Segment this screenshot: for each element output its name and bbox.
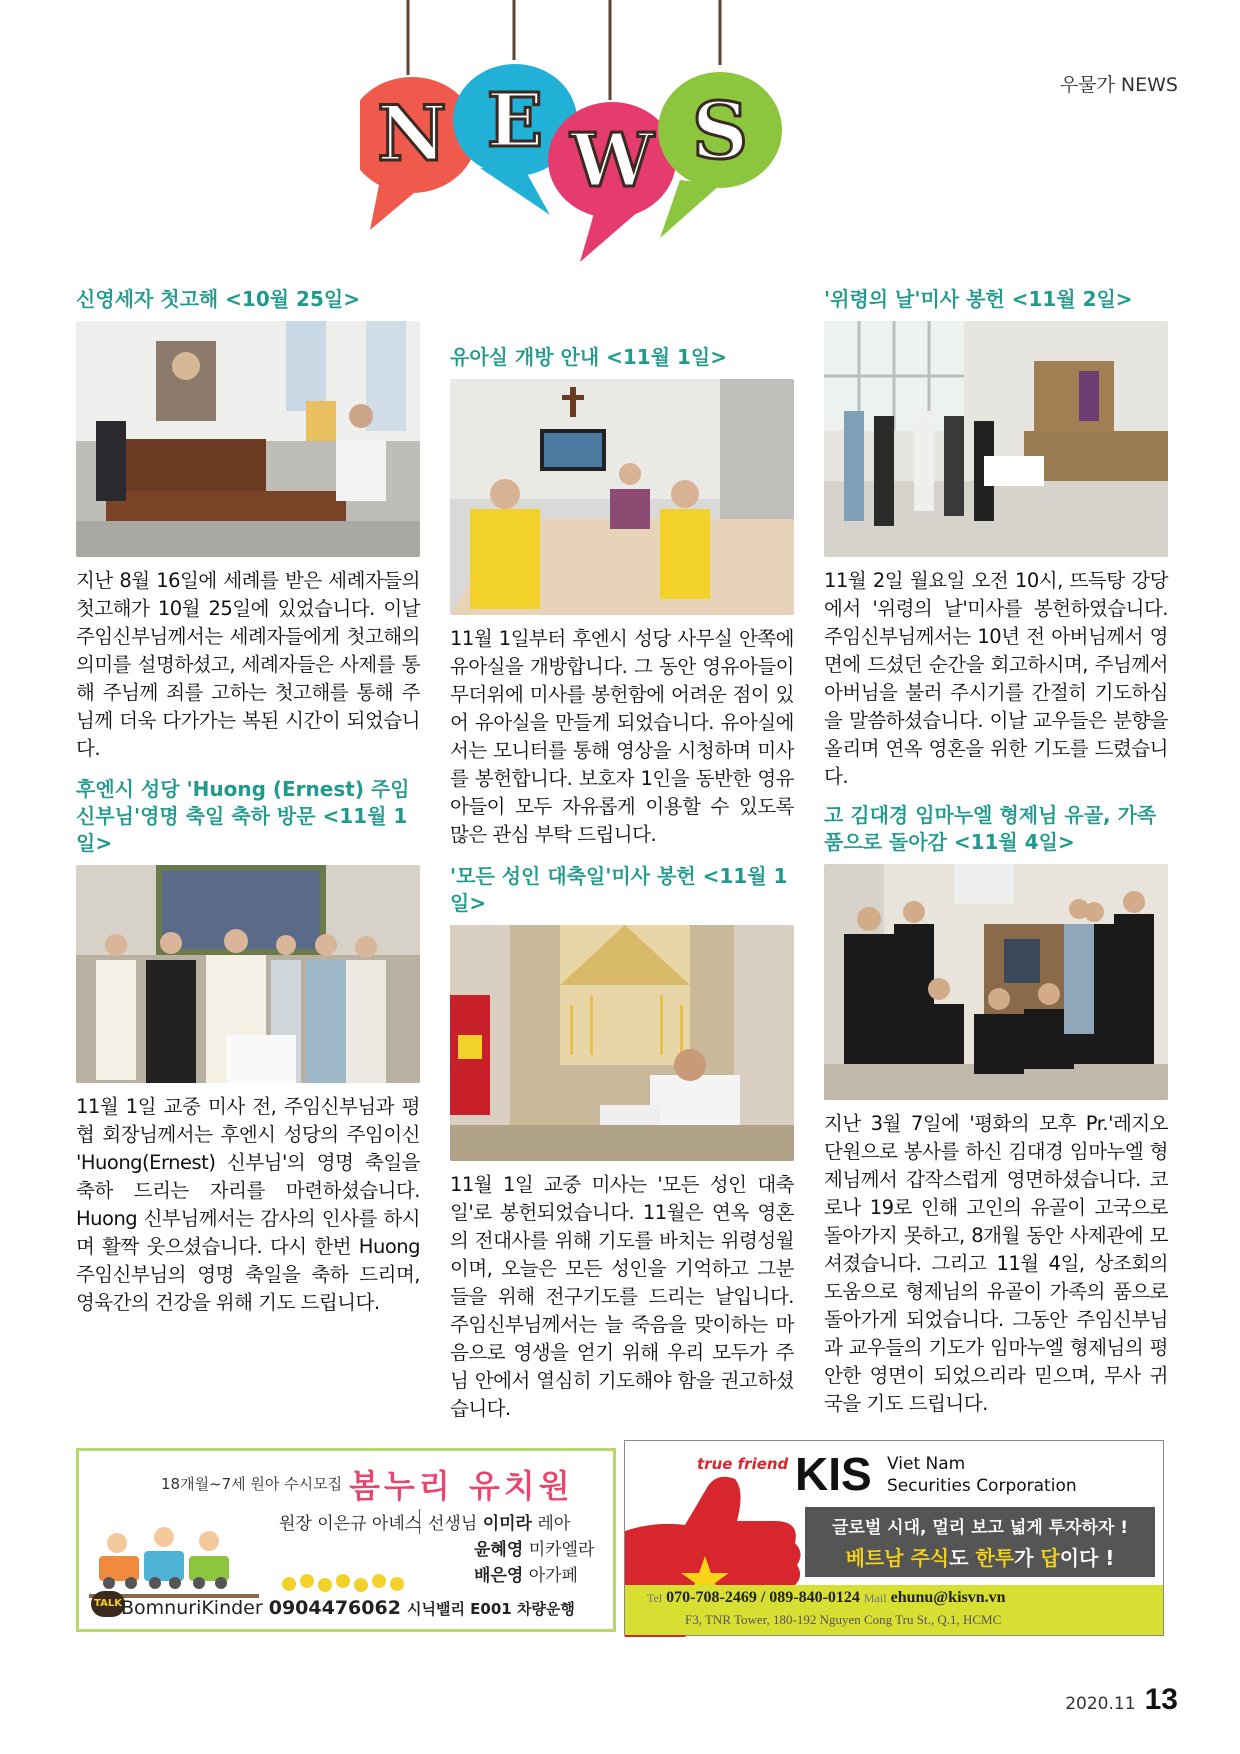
teacher-baptism: 아가페 [528, 1566, 578, 1586]
teacher-name: 윤혜영 [474, 1540, 524, 1560]
mail-address: ehunu@kisvn.vn [890, 1589, 1006, 1606]
teacher-baptism: 미카엘라 [528, 1540, 595, 1560]
kis-slogan-box [805, 1507, 1155, 1577]
company-line1: Viet Nam [887, 1454, 966, 1474]
tel-number: 070-708-2469 / 089-840-0124 [666, 1589, 860, 1606]
news-masthead [360, 0, 880, 280]
article-body: 11월 1일부터 후엔시 성당 사무실 안쪽에 유아실을 개방합니다. 그 동안 영유아들이 무더위에 미사를 봉헌함에 어려운 점이 있어 유아실을 만들게 되었습니다. 유아실에서는 모니터를 통해 영상을 시청하며 미사를 봉헌합니다. 보호자 1인을 동반한 영유아들이 모두 자유롭게 이용할 수 있도록 많은 관심 부탁 드립니다. [450, 627, 794, 846]
article-title: 신영세자 첫고해 <10월 25일> [76, 287, 360, 311]
article-body: 11월 2일 월요일 오전 10시, 뜨득탕 강당에서 '위령의 날'미사를 봉헌하였습니다. 주임신부님께서는 10년 전 아버님께서 영면에 드셨던 순간을 회고하시며, 주님께서 아버님을 불러 주시기를 간절히 기도하심을 말씀하셨습니다. 이날 교우들은 분향을 올리며 연옥 영혼을 위한 기도를 드렸습니다. [824, 569, 1168, 788]
contact-location: 시닉밸리 E001 차량운행 [406, 1600, 575, 1618]
article-body: 지난 8월 16일에 세례를 받은 세례자들의 첫고해가 10월 25일에 있었습니다. 이날 주임신부님께서는 세례자들에게 첫고해의 의미를 설명하셨고, 세례자들은 사제를 통해 주님께 죄를 고하는 첫고해를 통해 주님께 더욱 다가가는 복된 시간이 되었습니다. [76, 569, 420, 760]
kis-address: F3, TNR Tower, 180-192 Nguyen Cong Tru St., Q.1, HCMC [685, 1612, 1002, 1627]
altar-mass-photo [450, 925, 794, 1161]
article-title: 유아실 개방 안내 <11월 1일> [450, 345, 727, 369]
memorial-mass-hall-photo [824, 321, 1168, 557]
masthead-letter-s: S [691, 86, 749, 177]
page-footer [1065, 1683, 1178, 1717]
article-huong-feast [76, 776, 420, 1317]
kindergarten-director [279, 1509, 421, 1534]
masthead-letter-e: E [486, 78, 544, 164]
teacher-name: 이미라 [482, 1514, 532, 1534]
church-interior-confession-photo [76, 321, 420, 557]
article-title: '모든 성인 대축일'미사 봉헌 <11월 1일> [450, 864, 788, 915]
article-title: 후엔시 성당 'Huong (Ernest) 주임신부님'영명 축일 축하 방문 <11월 1일> [76, 777, 410, 855]
article-title: '위령의 날'미사 봉헌 <11월 2일> [824, 287, 1133, 311]
kis-contact-line [647, 1589, 1006, 1607]
kis-tagline: true friend [697, 1455, 789, 1473]
contact-name: BomnuriKinder [121, 1597, 263, 1619]
article-body: 11월 1일 교중 미사 전, 주임신부님과 평협 회장님께서는 후엔시 성당의 주임이신 'Huong(Ernest) 신부님'의 영명 축일을 축하 드리는 자리를 마련하셨습니다. Huong 신부님께서는 감사의 인사를 하시며 활짝 웃으셨습니다. 다시 한번 Huong 주임신부님의 영명 축일을 축하 드리며, 영육간의 건강을 위해 기도 드립니다. [76, 1095, 420, 1314]
group-portrait-photo [76, 865, 420, 1083]
section-label: 우물가 NEWS [1059, 74, 1178, 96]
kindergarten-teacher-row [474, 1535, 594, 1560]
article-nursery-room [450, 344, 794, 849]
contact-phone: 0904476062 [268, 1597, 401, 1619]
nursery-room-photo [450, 379, 794, 615]
kindergarten-teacher-row [474, 1561, 578, 1586]
kindergarten-name: 봄누리 유치원 [349, 1467, 574, 1505]
article-late-brother [824, 802, 1168, 1418]
kids-train-icon [89, 1501, 259, 1601]
director-name: 이은규 아녜스 [317, 1514, 422, 1534]
kis-securities-ad [624, 1440, 1164, 1636]
teacher-baptism: 레아 [537, 1514, 571, 1534]
kis-logo: KIS [795, 1448, 872, 1500]
kis-slogan2 [805, 1542, 1155, 1571]
teacher-name: 배은영 [474, 1566, 524, 1586]
kindergarten-ad [76, 1448, 616, 1632]
kis-company-name [887, 1453, 1077, 1497]
slogan-text: 도 [949, 1546, 976, 1570]
teacher-label: 선생님 [428, 1514, 478, 1534]
masthead-letter-w: W [570, 118, 654, 204]
article-all-saints [450, 863, 794, 1423]
mail-label: Mail [863, 1591, 887, 1605]
slogan-highlight: 답 [1040, 1546, 1060, 1570]
flowers-icon [279, 1569, 409, 1599]
article-body: 지난 3월 7일에 '평화의 모후 Pr.'레지오 단원으로 봉사를 하신 김대경 임마누엘 형제님께서 갑작스럽게 영면하셨습니다. 코로나 19로 인해 고인의 유골이 고국으로 돌아가지 못하고, 8개월 동안 사제관에 모셔졌습니다. 그리고 11월 4일, 상조회의 도움으로 형제님의 유골이 가족의 품으로 돌아가게 되었습니다. 그동안 주임신부님과 교우들의 기도가 임마누엘 형제님의 평안한 영면이 되었으리라 믿으며, 무사 귀국을 기도 드립니다. [824, 1112, 1168, 1415]
slogan-highlight: 한투 [975, 1546, 1015, 1570]
kakao-talk-icon: TALK [91, 1591, 125, 1617]
slogan-highlight: 베트남 주식 [845, 1546, 950, 1570]
kindergarten-contact [121, 1597, 575, 1619]
tel-label: Tel [647, 1591, 663, 1605]
issue-date: 2020.11 [1065, 1694, 1136, 1714]
kis-slogan1: 글로벌 시대, 멀리 보고 넓게 투자하자 ! [831, 1518, 1129, 1538]
article-all-souls [824, 286, 1168, 791]
article-first-confession [76, 286, 420, 763]
kis-contact-bar [625, 1585, 1163, 1635]
memorial-group-photo [824, 864, 1168, 1100]
masthead-letter-n: N [377, 89, 447, 178]
article-title: 고 김대경 임마누엘 형제님 유골, 가족 품으로 돌아감 <11월 4일> [824, 803, 1157, 854]
slogan-text: 가 [1014, 1546, 1041, 1570]
bubble-w-icon [548, 102, 676, 262]
page-number: 13 [1144, 1683, 1178, 1716]
kindergarten-recruit: 18개월~7세 원아 수시모집 [161, 1475, 343, 1493]
slogan-text: 이다 ! [1059, 1546, 1115, 1570]
bubble-s-icon [658, 72, 782, 238]
director-label: 원장 [279, 1514, 312, 1534]
article-body: 11월 1일 교중 미사는 '모든 성인 대축일'로 봉헌되었습니다. 11월은 연옥 영혼의 전대사를 위해 기도를 바치는 위령성월이며, 오늘은 모든 성인을 기억하고 그분들을 위해 전구기도를 드리는 날입니다. 주임신부님께서는 늘 죽음을 맞이하는 마음으로 영생을 얻기 위해 우리 모두가 주님 안에서 열심히 기도해야 함을 권고하셨습니다. [450, 1173, 794, 1420]
company-line2: Securities Corporation [887, 1476, 1077, 1496]
kindergarten-teachers [419, 1509, 570, 1534]
